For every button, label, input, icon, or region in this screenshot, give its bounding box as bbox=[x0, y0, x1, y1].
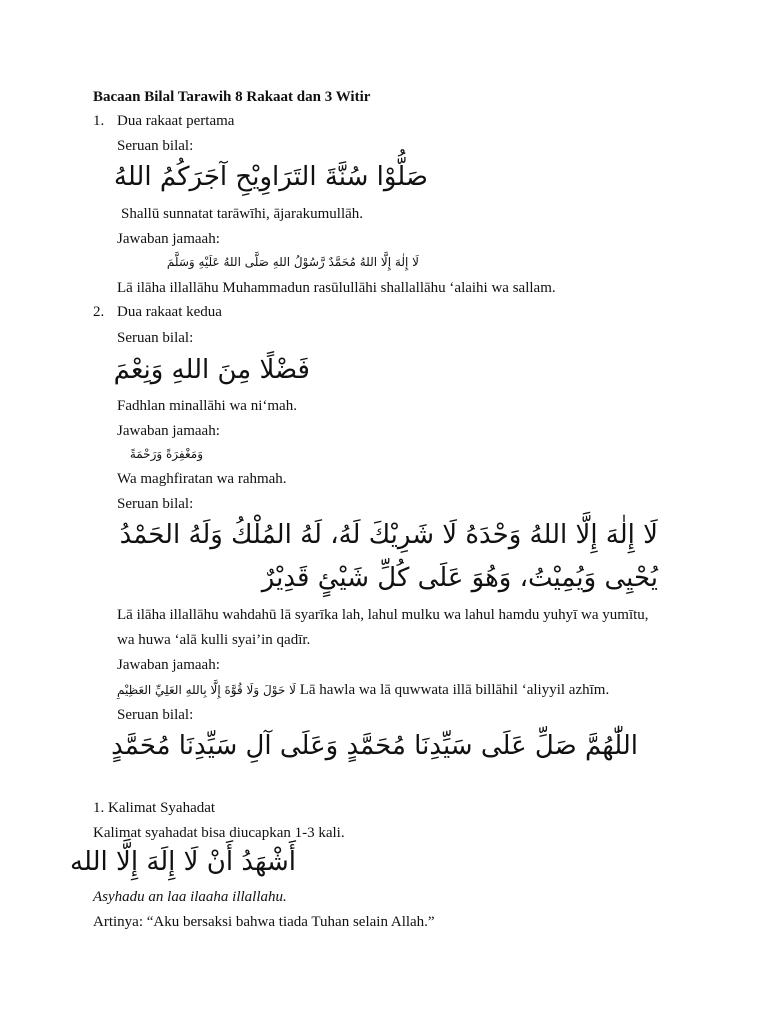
section-2-latin-answer-1: Wa maghfiratan wa rahmah. bbox=[117, 471, 287, 487]
section-1-number: 1. bbox=[93, 113, 105, 129]
syahadat-meaning: Artinya: “Aku bersaksi bahwa tiada Tuhan selain Allah.” bbox=[93, 914, 435, 930]
section-2-arabic-call-2-line-2: يُحْيِى وَيُمِيْتُ، وَهُوَ عَلَى كُلِّ شَيْئٍ قَدِيْرٌ bbox=[261, 563, 658, 593]
section-2-seruan-label-1: Seruan bilal: bbox=[117, 330, 194, 346]
syahadat-arabic: أَشْهَدُ أَنْ لَا إِلَهَ إِلَّا الله bbox=[70, 847, 296, 877]
section-2-latin-call-2-line-1: Lā ilāha illallāhu wahdahū lā syarīka lah, lahul mulku wa lahul hamdu yuhyī wa yumītu, bbox=[117, 607, 649, 623]
section-2-number: 2. bbox=[93, 304, 105, 320]
section-1-arabic-answer: لَا إِلٰهَ إِلَّا اللهُ مُحَمَّدٌ رَّسُوْلُ اللهِ صَلَّى اللهُ عَلَيْهِ وَسَلَّمَ bbox=[166, 255, 419, 269]
section-2-arabic-call-1: فَضْلًا مِنَ اللهِ وَنِعْمَ bbox=[113, 355, 310, 385]
syahadat-latin: Asyhadu an laa ilaaha illallahu. bbox=[93, 889, 287, 905]
section-2-answer-2-line bbox=[117, 680, 609, 700]
syahadat-heading: 1. Kalimat Syahadat bbox=[93, 800, 216, 816]
document-title: Bacaan Bilal Tarawih 8 Rakaat dan 3 Witir bbox=[93, 89, 371, 105]
section-2-jawaban-label-2: Jawaban jamaah: bbox=[117, 657, 220, 673]
syahadat-description: Kalimat syahadat bisa diucapkan 1-3 kali. bbox=[93, 825, 345, 841]
section-2-seruan-label-2: Seruan bilal: bbox=[117, 496, 194, 512]
section-2-arabic-call-2-line-1: لَا إِلٰهَ إِلَّا اللهُ وَحْدَهُ لَا شَرِيْكَ لَهُ، لَهُ المُلْكُ وَلَهُ الحَمْدُ bbox=[119, 520, 658, 550]
section-2-arabic-call-3: اللّٰهُمَّ صَلِّ عَلَى سَيِّدِنَا مُحَمَّدٍ وَعَلَى آلِ سَيِّدِنَا مُحَمَّدٍ bbox=[111, 731, 638, 761]
section-2-arabic-answer-2: لَا حَوْلَ وَلَا قُوَّةَ إِلَّا بِاللهِ العَلِيِّ العَظِيْمِ bbox=[117, 683, 296, 697]
section-2-seruan-label-3: Seruan bilal: bbox=[117, 707, 194, 723]
section-2-latin-call-2-line-2: wa huwa ‘alā kulli syai’in qadīr. bbox=[117, 632, 311, 648]
section-1-arabic-call: صَلُّوْا سُنَّةَ التَرَاوِيْحِ آجَرَكُمُ اللهُ bbox=[113, 162, 428, 192]
section-1-latin-call: Shallū sunnatat tarāwīhi, ājarakumullāh. bbox=[121, 206, 364, 222]
section-2-arabic-answer-1: وَمَغْفِرَةً وَرَحْمَةً bbox=[129, 447, 203, 461]
section-2-latin-call-1: Fadhlan minallāhi wa ni‘mah. bbox=[117, 398, 297, 414]
section-2-heading: Dua rakaat kedua bbox=[117, 304, 222, 320]
section-1-heading: Dua rakaat pertama bbox=[117, 113, 235, 129]
section-1-seruan-label: Seruan bilal: bbox=[117, 138, 194, 154]
section-1-jawaban-label: Jawaban jamaah: bbox=[117, 231, 220, 247]
section-2-latin-answer-2: Lā hawla wa lā quwwata illā billāhil ‘aliyyil azhīm. bbox=[299, 682, 610, 698]
section-1-latin-answer: Lā ilāha illallāhu Muhammadun rasūlullāhi shallallāhu ‘alaihi wa sallam. bbox=[117, 280, 556, 296]
section-2-jawaban-label-1: Jawaban jamaah: bbox=[117, 423, 220, 439]
